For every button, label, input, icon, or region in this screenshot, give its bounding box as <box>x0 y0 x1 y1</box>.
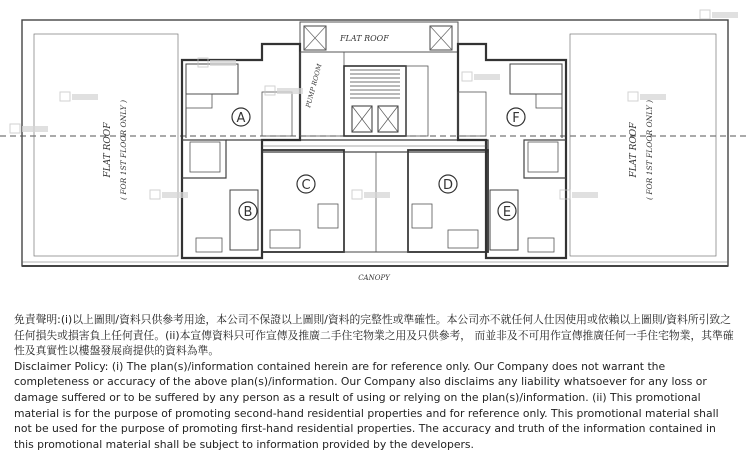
disclaimer-chinese: 免責聲明:(i)以上圖則/資料只供參考用途，本公司不保證以上圖則/資料的完整性或準確性。本公司亦不就任何人仕因使用或依賴以上圖則/資料所引致之任何損失或損害負上任何責任。(ii)本宣傳資料只可作宣傳及推廣二手住宅物業之用及只供參考， 而並非及不可用作宣傳推廣任何一手住宅物業，其準確性及真實性以樓盤發展商提供的資料為準。 <box>14 313 734 358</box>
unit-d-label: D <box>442 178 454 193</box>
unit-f-label: F <box>512 111 520 126</box>
flat-roof-left-label: FLAT ROOF <box>103 122 113 178</box>
flat-roof-top-label: FLAT ROOF <box>340 34 389 43</box>
unit-e-label: E <box>502 205 512 220</box>
pump-room-label: PUMP ROOM <box>304 62 324 109</box>
flat-roof-right-label: FLAT ROOF <box>629 122 639 178</box>
disclaimer <box>14 312 736 452</box>
unit-c-label: C <box>301 178 311 193</box>
flat-roof-left-note: ( FOR 1ST FLOOR ONLY ) <box>119 100 128 200</box>
canopy-label: CANOPY <box>358 274 390 282</box>
unit-a-label: A <box>236 111 246 126</box>
disclaimer-english: Disclaimer Policy: (i) The plan(s)/information contained herein are for reference only. Our Company does not warrant the completeness or accuracy of the above plan(s)/information. Our Company also disclaims any liability whatsoever for any loss or damage suffered or to be suffered by any person as a result of using or relying on the plan(s)/information. (ii) This promotional material is for the purpose of promoting second-hand residential properties and for reference only. This promotional material shall not be used for the purpose of promoting first-hand residential properties. The accuracy and truth of the information contained in this promotional material shall be subject to information provided by the developers. <box>14 359 719 451</box>
unit-b-label: B <box>243 205 253 220</box>
central-core <box>262 52 488 252</box>
flat-roof-right-note: ( FOR 1ST FLOOR ONLY ) <box>645 100 654 200</box>
